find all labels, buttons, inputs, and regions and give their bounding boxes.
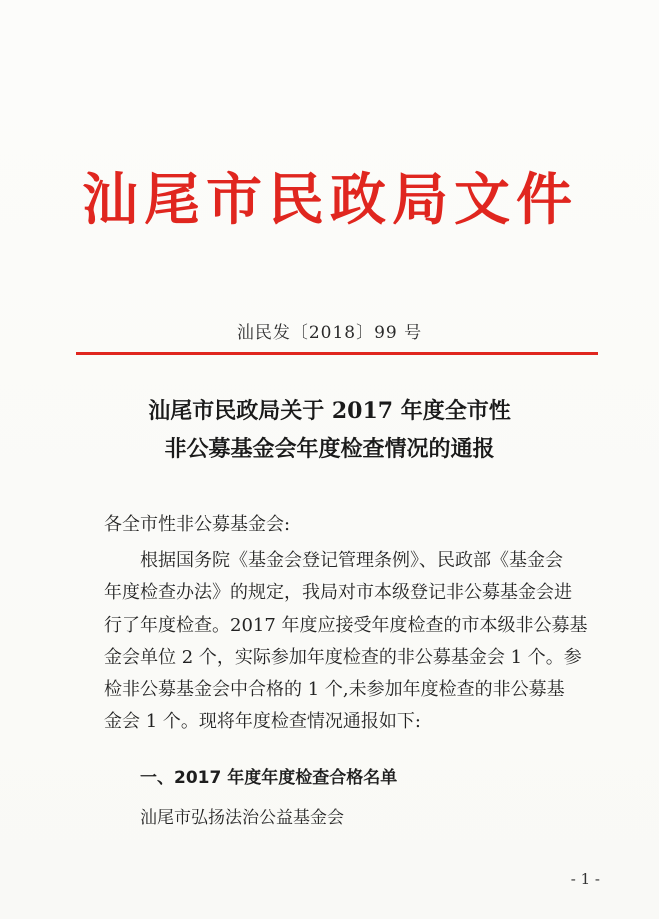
notice-title-line-2: 非公募基金会年度检查情况的通报 <box>164 436 495 462</box>
body-line-4: 金会单位 2 个，实际参加年度检查的非公募基金会 1 个。参 <box>104 646 582 668</box>
page-number: - 1 - <box>570 870 600 888</box>
notice-title-line-1: 汕尾市民政局关于 2017 年度全市性 <box>148 398 511 424</box>
notice-body <box>104 545 588 739</box>
body-line-3: 行了年度检查。2017 年度应接受年度检查的市本级非公募基 <box>104 614 588 636</box>
body-line-5: 检非公募基金会中合格的 1 个,未参加年度检查的非公募基 <box>104 679 565 701</box>
header-divider <box>76 352 598 355</box>
addressee: 各全市性非公募基金会: <box>104 514 291 535</box>
body-line-2: 年度检查办法》的规定，我局对市本级登记非公募基金会进 <box>104 582 572 604</box>
document-number: 汕民发〔2018〕99 号 <box>236 323 423 343</box>
document-header-title: 汕尾市民政局文件 <box>82 167 578 233</box>
qualified-organization: 汕尾市弘扬法治公益基金会 <box>140 808 344 828</box>
notice-title <box>0 392 659 468</box>
body-line-6: 金会 1 个。现将年度检查情况通报如下: <box>104 711 421 733</box>
section-heading-qualified-list: 一、2017 年度年度检查合格名单 <box>140 768 398 788</box>
body-line-1: 根据国务院《基金会登记管理条例》、民政部《基金会 <box>140 550 563 571</box>
